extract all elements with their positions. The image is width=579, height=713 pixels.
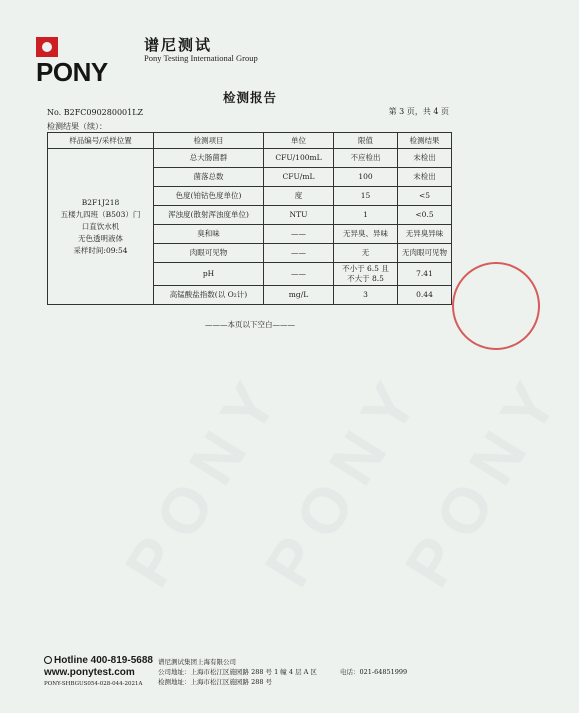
sample-info-cell	[48, 149, 154, 305]
company-name-cn: 谱尼测试	[144, 36, 213, 54]
footer-telephone: 电话：021-64851999	[340, 668, 408, 676]
test-item: 臭和味	[154, 225, 264, 244]
sample-line: 采样时间:09:54	[73, 245, 128, 255]
footer-company: 谱尼测试集团上海有限公司	[158, 658, 236, 666]
report-number: No. B2FC090280001LZ	[47, 108, 144, 117]
limit: 1	[334, 206, 398, 225]
test-item: pH	[154, 263, 264, 286]
column-header: 检测项目	[154, 133, 264, 149]
limit: 无	[334, 244, 398, 263]
sample-line: B2F1J218	[81, 197, 120, 207]
unit: CFU/mL	[264, 168, 334, 187]
column-header: 单位	[264, 133, 334, 149]
table-header-row	[48, 133, 452, 149]
result: 未检出	[398, 168, 452, 187]
result: <0.5	[398, 206, 452, 225]
logo-square-icon	[36, 37, 58, 57]
page-indicator: 第 3 页，共 4 页	[388, 107, 449, 116]
watermark: PONY	[390, 359, 578, 599]
phone-icon	[44, 656, 52, 664]
unit: 度	[264, 187, 334, 206]
column-header: 样品编号/采样位置	[48, 133, 154, 149]
unit: ——	[264, 225, 334, 244]
unit: ——	[264, 263, 334, 286]
result: 未检出	[398, 149, 452, 168]
limit: 不应检出	[334, 149, 398, 168]
watermark: PONY	[110, 359, 298, 599]
limit: 无异臭、异味	[334, 225, 398, 244]
result: 无肉眼可见物	[398, 244, 452, 263]
result: 7.41	[398, 263, 452, 286]
results-table	[47, 132, 452, 305]
limit: 不小于 6.5 且 不大于 8.5	[334, 263, 398, 286]
results-label: 检测结果（续）：	[47, 122, 107, 131]
unit: CFU/100mL	[264, 149, 334, 168]
test-item: 浑浊度(散射浑浊度单位)	[154, 206, 264, 225]
test-item: 高锰酸盐指数(以 O₂计)	[154, 286, 264, 305]
hotline	[44, 655, 153, 666]
result: 0.44	[398, 286, 452, 305]
company-seal	[452, 262, 540, 350]
sample-line: 五楼九四班（B503）门	[60, 209, 141, 219]
column-header: 检测结果	[398, 133, 452, 149]
sample-line: 口直饮水机	[81, 221, 120, 231]
table-row	[48, 149, 452, 168]
logo-mark	[36, 33, 108, 85]
company-name-en: Pony Testing International Group	[144, 53, 258, 63]
logo-wordmark: PONY	[36, 57, 108, 87]
test-item: 菌落总数	[154, 168, 264, 187]
footer-lab-address: 检测地址：上海市松江区施园路 288 号	[158, 678, 273, 686]
blank-below-note: ———本页以下空白———	[205, 320, 295, 329]
sample-line: 无色透明液体	[78, 233, 123, 243]
test-item: 肉眼可见物	[154, 244, 264, 263]
website-link[interactable]: www.ponytest.com	[44, 667, 135, 678]
limit: 100	[334, 168, 398, 187]
unit: ——	[264, 244, 334, 263]
document-number: PONY-SHBGUS054-028-044-2021A	[44, 681, 143, 687]
result: 无异臭异味	[398, 225, 452, 244]
test-item: 总大肠菌群	[154, 149, 264, 168]
watermark: PONY	[250, 359, 438, 599]
test-item: 色度(铂钴色度单位)	[154, 187, 264, 206]
column-header: 限值	[334, 133, 398, 149]
footer-company-address: 公司地址：上海市松江区施园路 288 号 1 幢 4 层 A 区	[158, 668, 317, 676]
limit: 15	[334, 187, 398, 206]
hotline-text: Hotline 400-819-5688	[54, 655, 153, 666]
unit: mg/L	[264, 286, 334, 305]
report-title: 检测报告	[222, 90, 277, 105]
result: <5	[398, 187, 452, 206]
unit: NTU	[264, 206, 334, 225]
limit: 3	[334, 286, 398, 305]
